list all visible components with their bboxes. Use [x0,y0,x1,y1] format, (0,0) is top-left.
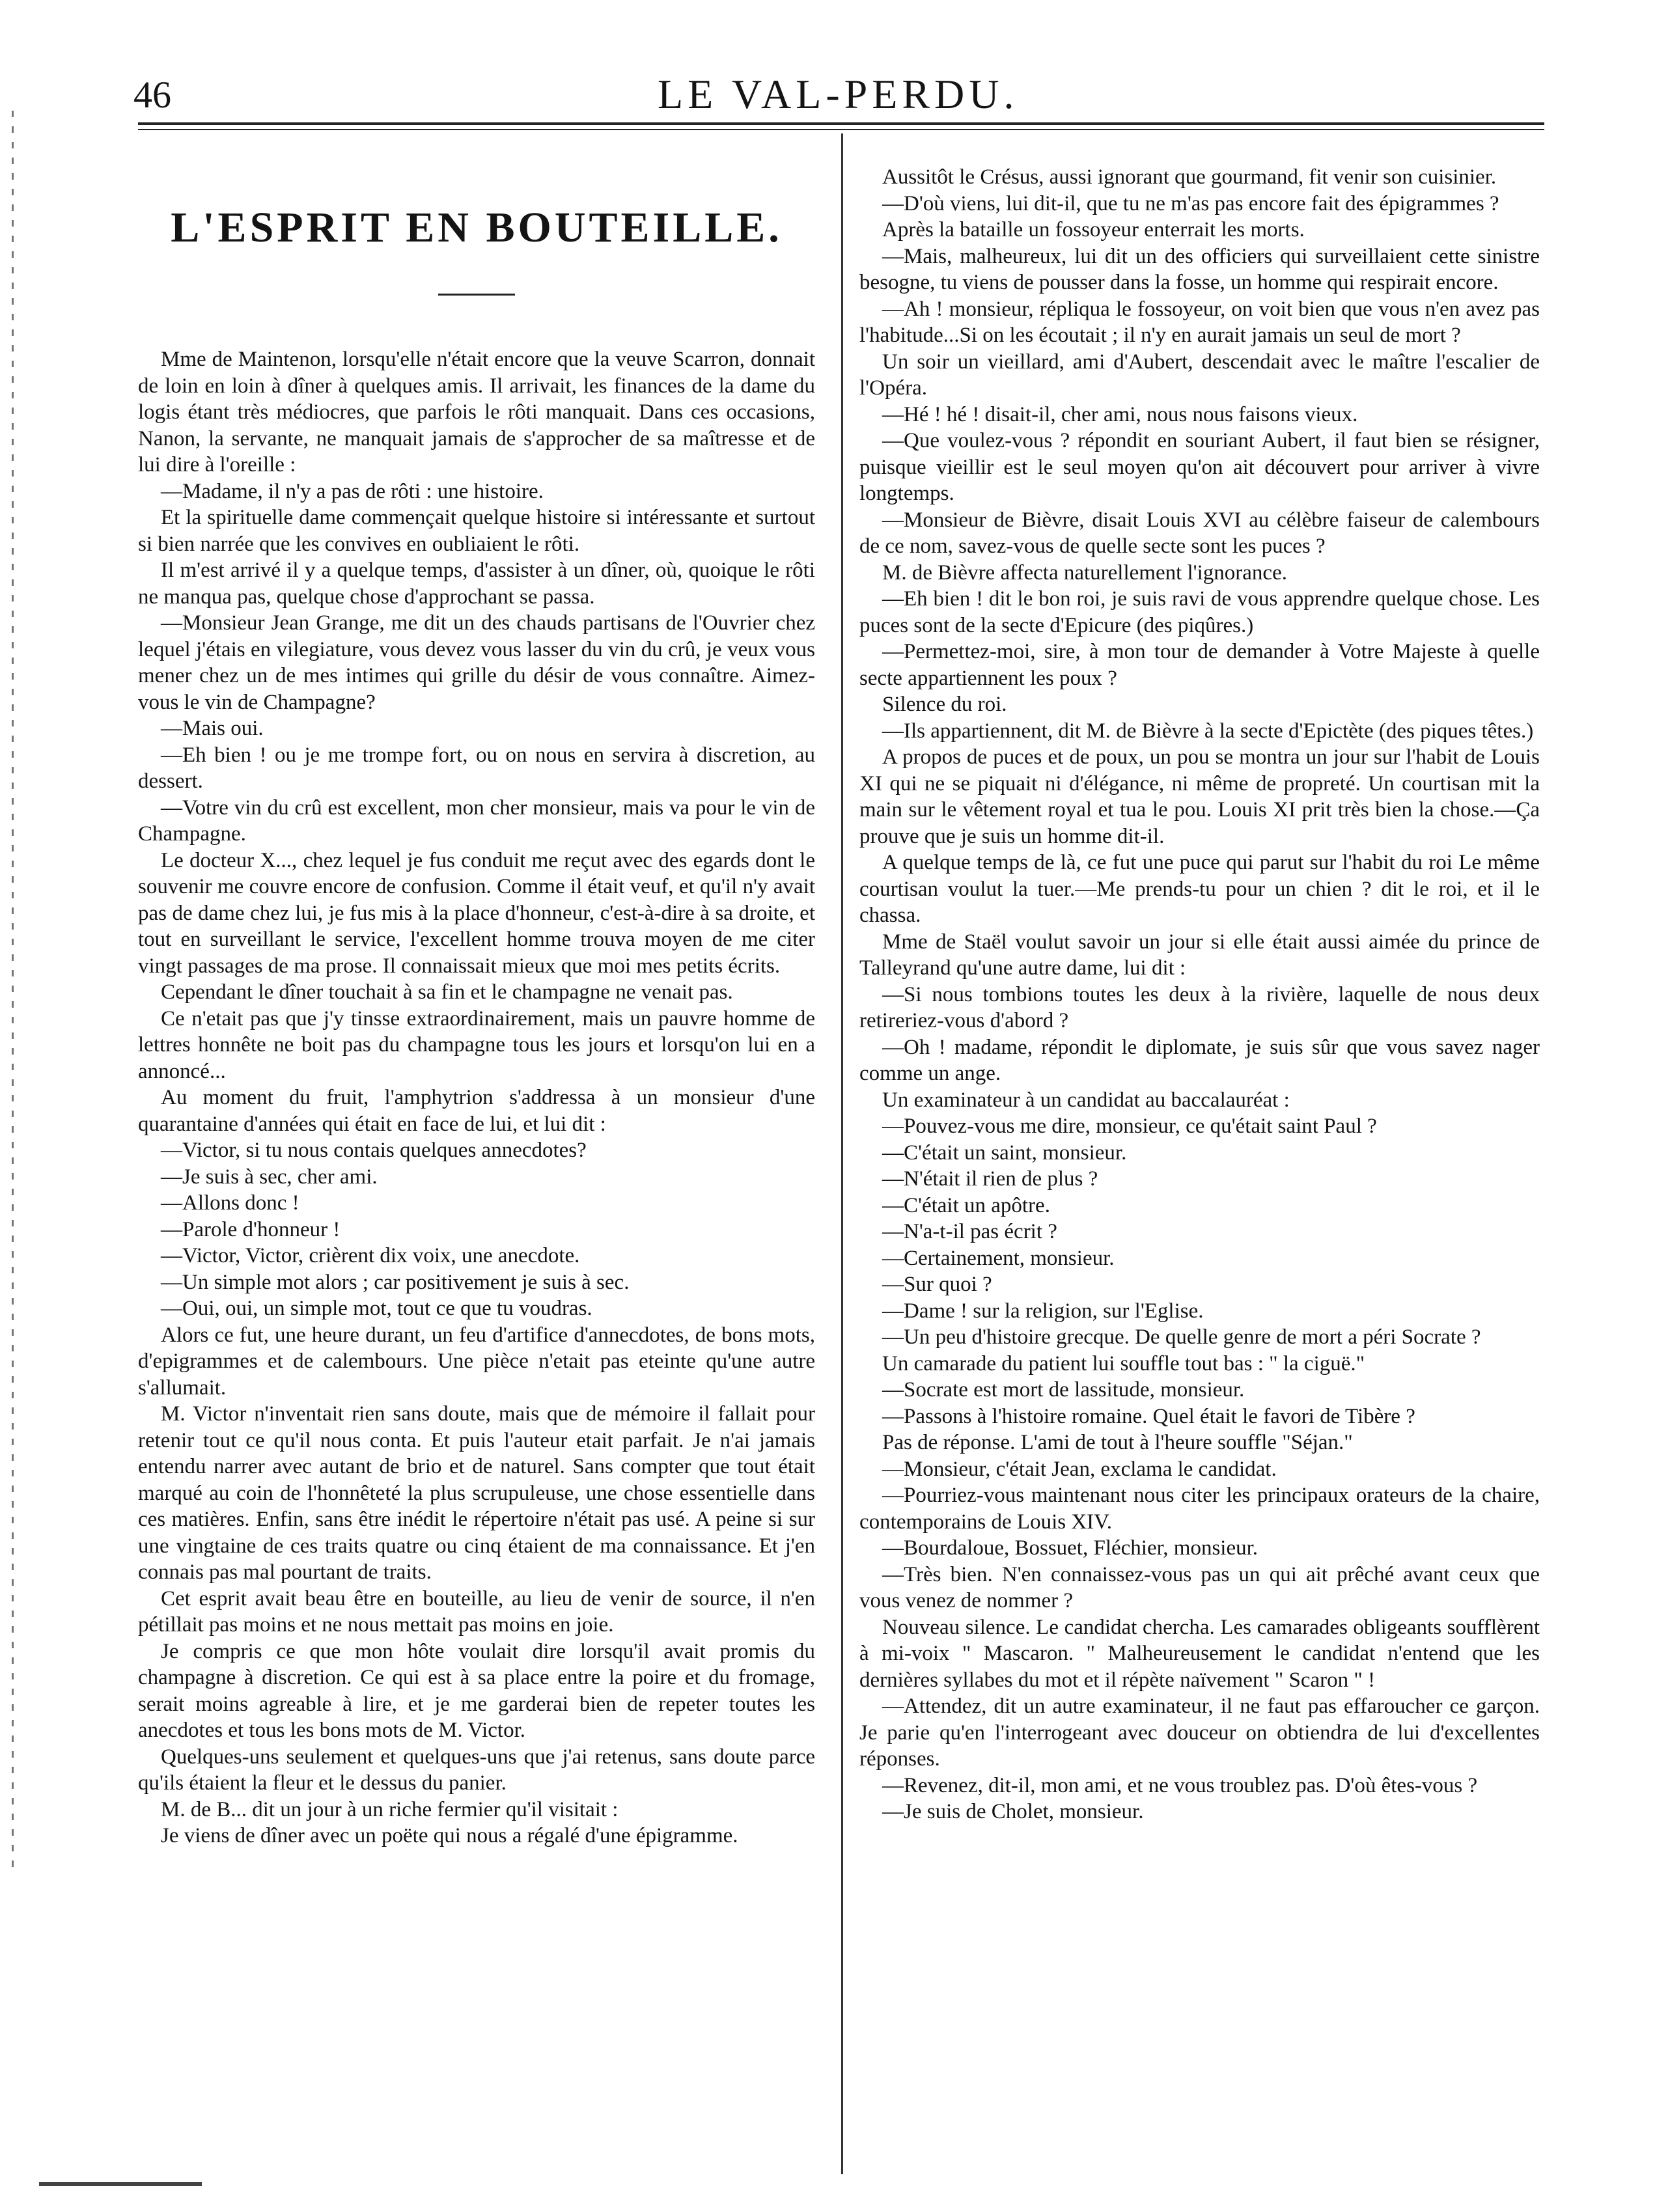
header-rule-bottom [138,129,1544,130]
paragraph: —Si nous tombions toutes les deux à la rivière, laquelle de nous deux retireriez-vous d'abord ? [859,982,1540,1032]
paragraph: Aussitôt le Crésus, aussi ignorant que gourmand, fit venir son cuisinier. [882,165,1497,189]
paragraph: —Ah ! monsieur, répliqua le fossoyeur, on voit bien que vous n'en avez pas l'habitude...Si on les écoutait ; il n'y en aurait jamais un seul de mort ? [859,297,1540,347]
scan-bottom-artifact [39,2182,202,2186]
paragraph: M. Victor n'inventait rien sans doute, mais que de mémoire il fallait pour retenir tout ce qu'il nous conta. Et puis l'auteur etait parfait. Je n'ai jamais entendu narrer avec autant de brio et de naturel. Sans compter que tout était marqué au coin de l'honnêteté la plus scrupuleuse, une chose essentielle dans ces matières. Enfin, sans être inédit le répertoire n'était pas usé. A peine si sur une vingtaine de ces traits quatre ou cinq étaient de ma connaissance. Et j'en connais pas mal pourtant de traits. [138,1402,815,1584]
page-number: 46 [133,74,171,116]
paragraph: Cependant le dîner touchait à sa fin et le champagne ne venait pas. [161,980,733,1004]
paragraph: —Que voulez-vous ? répondit en souriant Aubert, il faut bien se résigner, puisque vieillir est le seul moyen qu'on ait découvert pour arriver à vivre longtemps. [859,429,1540,505]
paragraph: —Mais, malheureux, lui dit un des officiers qui surveillaient cette sinistre besogne, tu viens de pousser dans la fosse, un homme qui respirait encore. [859,244,1540,294]
paragraph: —Ils appartiennent, dit M. de Bièvre à la secte d'Epictète (des piques têtes.) [882,719,1534,743]
paragraph: Au moment du fruit, l'amphytrion s'addressa à un monsieur d'une quarantaine d'années qui était en face de lui, et lui dit : [138,1086,815,1136]
paragraph: —Sur quoi ? [882,1273,992,1296]
paragraph: —Certainement, monsieur. [882,1246,1115,1270]
paragraph: Et la spirituelle dame commençait quelque histoire si intéressante et surtout si bien narrée que les convives en oubliaient le rôti. [138,506,815,556]
paragraph: —Attendez, dit un autre examinateur, il ne faut pas effaroucher ce garçon. Je parie qu'en l'interrogeant avec douceur on obtiendra de lui d'excellentes réponses. [859,1694,1540,1771]
paragraph: Ce n'etait pas que j'y tinsse extraordinairement, mais un pauvre homme de lettres honnête ne boit pas du champagne tous les jours et lorsqu'on lui en a annoncé... [138,1006,815,1083]
paragraph: —C'était un apôtre. [882,1193,1050,1217]
paragraph: M. de B... dit un jour à un riche fermier qu'il visitait : [161,1797,619,1821]
paragraph: —Je suis de Cholet, monsieur. [882,1800,1144,1823]
paragraph: —Revenez, dit-il, mon ami, et ne vous troublez pas. D'où êtes-vous ? [882,1773,1478,1797]
paragraph: —D'où viens, lui dit-il, que tu ne m'as pas encore fait des épigrammes ? [882,191,1499,215]
paragraph: M. de Bièvre affecta naturellement l'ignorance. [882,560,1287,585]
paragraph: —Eh bien ! dit le bon roi, je suis ravi de vous apprendre quelque chose. Les puces sont de la secte d'Epicure (des piqûres.) [859,587,1540,637]
paragraph: —Allons donc ! [161,1191,299,1215]
paragraph: —Victor, Victor, crièrent dix voix, une anecdote. [161,1244,580,1268]
paragraph: —N'a-t-il pas écrit ? [882,1220,1057,1243]
paragraph: —Un simple mot alors ; car positivement je suis à sec. [161,1270,630,1294]
paragraph: Je compris ce que mon hôte voulait dire lorsqu'il avait promis du champagne à discretion. Ce qui est à sa place entre la poire et du fromage, serait moins agreable à lire, et je me garderai bien de repeter toutes les anecdotes et tous les bons mots de M. Victor. [138,1639,815,1743]
paragraph: —C'était un saint, monsieur. [882,1141,1127,1165]
paragraph: —Bourdaloue, Bossuet, Fléchier, monsieur. [882,1536,1259,1560]
article-title: L'ESPRIT EN BOUTEILLE. [171,204,783,251]
right-column [859,164,1540,1825]
paragraph: Nouveau silence. Le candidat chercha. Les camarades obligeants soufflèrent à mi-voix " Mascaron. " Malheureusement le candidat n'entend que les dernières syllabes du mot et il répète naïvement " Scaron " ! [859,1615,1540,1692]
paragraph: Un examinateur à un candidat au baccalauréat : [882,1088,1290,1112]
running-title: LE VAL-PERDU. [658,71,1019,117]
paragraph: Un camarade du patient lui souffle tout bas : " la ciguë." [882,1351,1365,1376]
paragraph: —Pouvez-vous me dire, monsieur, ce qu'était saint Paul ? [882,1114,1377,1138]
paragraph: Il m'est arrivé il y a quelque temps, d'assister à un dîner, où, quoique le rôti ne manqua pas, quelque chose d'approchant se passa. [138,559,815,609]
paragraph: Un soir un vieillard, ami d'Aubert, descendait avec le maître l'escalier de l'Opéra. [859,350,1540,400]
left-column-text [138,346,815,1849]
header-rule-top [138,122,1544,125]
paragraph: A quelque temps de là, ce fut une puce qui parut sur l'habit du roi Le même courtisan voulut la tuer.—Me prends-tu pour un chien ? dit le roi, et il le chassa. [859,851,1540,927]
paragraph: Mme de Staël voulut savoir un jour si elle était aussi aimée du prince de Talleyrand qu'une autre dame, lui dit : [859,930,1540,980]
paragraph: —Eh bien ! ou je me trompe fort, ou on nous en servira à discretion, au dessert. [138,743,815,794]
column-divider [841,133,843,2174]
paragraph: Après la bataille un fossoyeur enterrait les morts. [882,218,1305,242]
left-column [138,163,815,1849]
paragraph: —Madame, il n'y a pas de rôti : une histoire. [161,479,544,503]
paragraph: —Très bien. N'en connaissez-vous pas un qui ait prêché avant ceux que vous venez de nommer ? [859,1562,1540,1612]
right-column-text [859,164,1540,1825]
paragraph: Je viens de dîner avec un poëte qui nous a régalé d'une épigramme. [161,1824,738,1848]
paragraph: —Je suis à sec, cher ami. [161,1165,378,1189]
paragraph: —Monsieur, c'était Jean, exclama le candidat. [882,1457,1277,1481]
paragraph: Cet esprit avait beau être en bouteille, au lieu de venir de source, il n'en pétillait pas moins et ne nous mettait pas moins en joie. [138,1586,815,1637]
paragraph: Alors ce fut, une heure durant, un feu d'artifice d'annecdotes, de bons mots, d'epigrammes et de calembours. Une pièce n'etait pas eteinte qu'une autre s'allumait. [138,1323,815,1400]
paragraph: —Monsieur Jean Grange, me dit un des chauds partisans de l'Ouvrier chez lequel j'étais en vilegiature, vous devez vous lasser du vin du crû, je veux vous mener chez un de mes intimes qui grille du désir de vous connaître. Aimez-vous le vin de Champagne? [138,611,815,714]
paragraph: —Un peu d'histoire grecque. De quelle genre de mort a péri Socrate ? [882,1325,1481,1349]
paragraph: Mme de Maintenon, lorsqu'elle n'était encore que la veuve Scarron, donnait de loin en loin à dîner à quelques amis. Il arrivait, les finances de la dame du logis étant très médiocres, que parfois le rôti manquait. Dans ces occasions, Nanon, la servante, ne manquait jamais de s'approcher de sa maîtresse et de lui dire à l'oreille : [138,348,815,477]
paragraph: —Parole d'honneur ! [161,1217,341,1241]
paragraph: —Oui, oui, un simple mot, tout ce que tu voudras. [161,1297,592,1321]
paragraph: —N'était il rien de plus ? [882,1167,1098,1191]
paragraph: A propos de puces et de poux, un pou se montra un jour sur l'habit de Louis XI qui ne se piquait ni d'élégance, ni même de propreté. Un courtisan mit la main sur le vêtement royal et tua le pou. Louis XI prit très bien la chose.—Ça prouve que je suis un homme dit-il. [859,745,1540,848]
scan-edge-artifact [12,111,14,1868]
paragraph: —Votre vin du crû est excellent, mon cher monsieur, mais va pour le vin de Champagne. [138,795,815,846]
paragraph: Silence du roi. [882,693,1007,716]
paragraph: —Socrate est mort de lassitude, monsieur. [882,1378,1245,1402]
paragraph: —Dame ! sur la religion, sur l'Eglise. [882,1299,1204,1323]
paragraph: —Passons à l'histoire romaine. Quel était le favori de Tibère ? [882,1404,1415,1428]
paragraph: —Hé ! hé ! disait-il, cher ami, nous nous faisons vieux. [882,402,1358,426]
paragraph: —Pourriez-vous maintenant nous citer les principaux orateurs de la chaire, contemporains de Louis XIV. [859,1484,1540,1534]
paragraph: Pas de réponse. L'ami de tout à l'heure souffle "Séjan." [882,1431,1353,1454]
paragraph: —Mais oui. [161,717,264,741]
paragraph: Quelques-uns seulement et quelques-uns que j'ai retenus, sans doute parce qu'ils étaient la fleur et le dessus du panier. [138,1745,815,1795]
paragraph: —Permettez-moi, sire, à mon tour de demander à Votre Majeste à quelle secte appartiennent les poux ? [859,640,1540,690]
paragraph: Le docteur X..., chez lequel je fus conduit me reçut avec des egards dont le souvenir me couvre encore de confusion. Comme il était veuf, et qu'il n'y avait pas de dame chez lui, je fus mis à la place d'honneur, c'est-à-dire à sa droite, et tout en surveillant le service, l'excellent homme trouva moyen de me citer vingt passages de ma prose. Il connaissait mieux que moi mes petits écrits. [138,848,815,978]
paragraph: —Monsieur de Bièvre, disait Louis XVI au célèbre faiseur de calembours de ce nom, savez-vous de quelle secte sont les puces ? [859,508,1540,558]
title-rule [438,294,515,296]
paragraph: —Victor, si tu nous contais quelques annecdotes? [161,1139,587,1163]
paragraph: —Oh ! madame, répondit le diplomate, je suis sûr que vous savez nager comme un ange. [859,1035,1540,1085]
